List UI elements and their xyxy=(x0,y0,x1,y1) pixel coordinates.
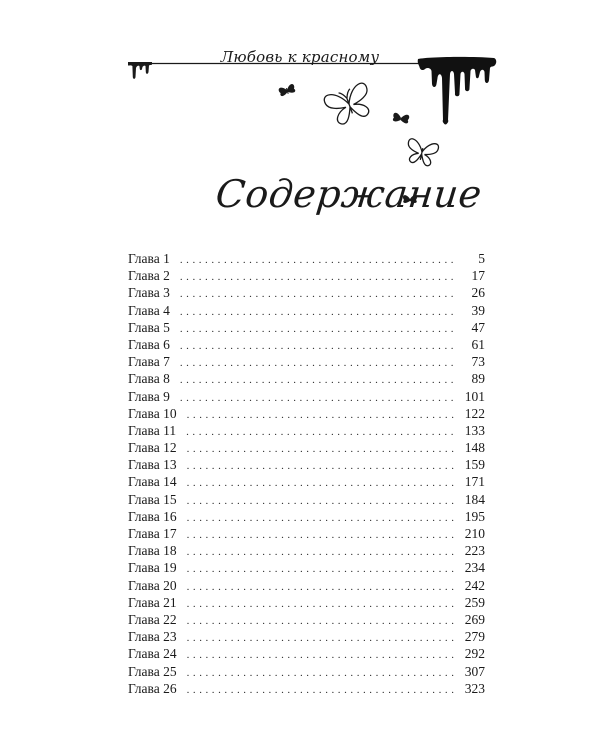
toc-entry-page: 259 xyxy=(464,594,485,610)
toc-entry-page: 133 xyxy=(464,422,485,438)
toc-entry[interactable] xyxy=(128,611,485,628)
toc-leader-dots xyxy=(187,510,457,527)
toc-leader-dots xyxy=(187,407,457,424)
toc-entry-page: 73 xyxy=(471,354,485,370)
toc-leader-dots xyxy=(180,372,457,389)
toc-entry[interactable] xyxy=(128,594,485,611)
toc-entry-label: Глава 19 xyxy=(128,560,177,576)
toc-leader-dots xyxy=(187,561,457,578)
running-header-title: Любовь к красному xyxy=(220,48,380,66)
toc-entry[interactable] xyxy=(128,388,485,405)
toc-entry[interactable] xyxy=(128,473,485,490)
toc-entry-label: Глава 15 xyxy=(128,491,177,507)
toc-entry[interactable] xyxy=(128,250,485,267)
toc-entry-page: 122 xyxy=(464,405,485,421)
toc-entry-page: 292 xyxy=(464,646,485,662)
toc-entry-label: Глава 7 xyxy=(128,354,170,370)
toc-entry-label: Глава 20 xyxy=(128,577,177,593)
toc-entry[interactable] xyxy=(128,302,485,319)
toc-leader-dots xyxy=(187,458,457,475)
toc-entry-page: 148 xyxy=(464,440,485,456)
toc-entry[interactable] xyxy=(128,559,485,576)
toc-leader-dots xyxy=(187,630,457,647)
toc-entry-label: Глава 26 xyxy=(128,680,177,696)
toc-leader-dots xyxy=(180,321,457,338)
toc-entry-label: Глава 1 xyxy=(128,251,170,266)
toc-leader-dots xyxy=(187,647,457,664)
toc-leader-dots xyxy=(187,475,457,492)
toc-leader-dots xyxy=(180,269,457,286)
toc-entry-page: 234 xyxy=(464,560,485,576)
toc-entry-page: 323 xyxy=(464,680,485,696)
toc-entry-page: 279 xyxy=(464,629,485,645)
toc-entry-page: 17 xyxy=(471,268,485,284)
toc-entry-page: 5 xyxy=(478,251,485,266)
toc-entry-label: Глава 4 xyxy=(128,302,170,318)
toc-leader-dots xyxy=(180,252,457,269)
toc-leader-dots xyxy=(187,613,457,630)
toc-entry[interactable] xyxy=(128,370,485,387)
toc-entry[interactable] xyxy=(128,491,485,508)
toc-entry-label: Глава 21 xyxy=(128,594,177,610)
toc-entry-label: Глава 24 xyxy=(128,646,177,662)
toc-leader-dots xyxy=(180,286,457,303)
toc-entry-label: Глава 9 xyxy=(128,388,170,404)
butterfly-icon-medium-outline xyxy=(405,138,440,167)
toc-entry-label: Глава 11 xyxy=(128,422,177,438)
toc-entry-label: Глава 17 xyxy=(128,526,177,541)
toc-leader-dots xyxy=(180,355,457,372)
table-of-contents xyxy=(128,250,485,697)
toc-entry-page: 195 xyxy=(464,508,485,524)
toc-entry-page: 89 xyxy=(471,371,485,387)
toc-leader-dots xyxy=(187,493,457,510)
toc-leader-dots xyxy=(187,527,457,544)
toc-entry[interactable] xyxy=(128,645,485,662)
toc-entry-label: Глава 12 xyxy=(128,440,177,456)
toc-entry[interactable] xyxy=(128,422,485,439)
toc-entry[interactable] xyxy=(128,267,485,284)
toc-leader-dots xyxy=(187,665,457,682)
toc-leader-dots xyxy=(187,682,457,699)
toc-entry[interactable] xyxy=(128,577,485,594)
toc-entry-page: 223 xyxy=(464,543,485,559)
toc-entry-label: Глава 5 xyxy=(128,319,170,335)
toc-entry-page: 39 xyxy=(471,302,485,318)
toc-entry-label: Глава 8 xyxy=(128,371,170,387)
toc-entry[interactable] xyxy=(128,680,485,697)
toc-entry-label: Глава 18 xyxy=(128,543,177,559)
toc-entry-page: 159 xyxy=(464,457,485,473)
right-paint-drip-icon xyxy=(418,57,497,125)
toc-entry[interactable] xyxy=(128,284,485,301)
toc-entry-label: Глава 22 xyxy=(128,611,177,627)
toc-leader-dots xyxy=(186,424,457,441)
toc-entry[interactable] xyxy=(128,336,485,353)
toc-entry[interactable] xyxy=(128,525,485,542)
toc-entry-page: 210 xyxy=(464,526,485,541)
toc-entry[interactable] xyxy=(128,405,485,422)
toc-entry-page: 307 xyxy=(464,663,485,679)
toc-entry-label: Глава 3 xyxy=(128,285,170,301)
toc-entry[interactable] xyxy=(128,353,485,370)
toc-entry-page: 184 xyxy=(464,491,485,507)
toc-entry[interactable] xyxy=(128,542,485,559)
toc-entry-label: Глава 2 xyxy=(128,268,170,284)
toc-entry-page: 47 xyxy=(471,319,485,335)
butterfly-icon-large-outline xyxy=(323,82,376,128)
toc-entry[interactable] xyxy=(128,508,485,525)
toc-entry-label: Глава 14 xyxy=(128,474,177,490)
toc-leader-dots xyxy=(187,441,457,458)
contents-title: Содержание xyxy=(213,172,485,216)
toc-entry[interactable] xyxy=(128,319,485,336)
toc-entry-label: Глава 23 xyxy=(128,629,177,645)
toc-entry-page: 26 xyxy=(471,285,485,301)
toc-entry[interactable] xyxy=(128,628,485,645)
toc-entry-page: 242 xyxy=(464,577,485,593)
toc-entry-page: 61 xyxy=(471,336,485,352)
toc-entry[interactable] xyxy=(128,439,485,456)
butterfly-icon-small-filled-right xyxy=(392,112,409,123)
toc-entry[interactable] xyxy=(128,456,485,473)
toc-entry-page: 171 xyxy=(464,474,485,490)
toc-entry-label: Глава 25 xyxy=(128,663,177,679)
toc-entry-label: Глава 10 xyxy=(128,405,177,421)
toc-entry-page: 101 xyxy=(464,388,485,404)
toc-leader-dots xyxy=(187,579,457,596)
toc-leader-dots xyxy=(187,544,457,561)
toc-leader-dots xyxy=(180,338,457,355)
butterfly-icon-small-filled xyxy=(278,83,296,96)
toc-entry-label: Глава 13 xyxy=(128,457,177,473)
toc-leader-dots xyxy=(187,596,457,613)
left-paint-drip-icon xyxy=(128,62,152,79)
toc-leader-dots xyxy=(180,304,457,321)
toc-entry[interactable] xyxy=(128,663,485,680)
toc-entry-page: 269 xyxy=(464,611,485,627)
toc-entry-label: Глава 6 xyxy=(128,336,170,352)
toc-leader-dots xyxy=(180,390,457,407)
toc-entry-label: Глава 16 xyxy=(128,508,177,524)
